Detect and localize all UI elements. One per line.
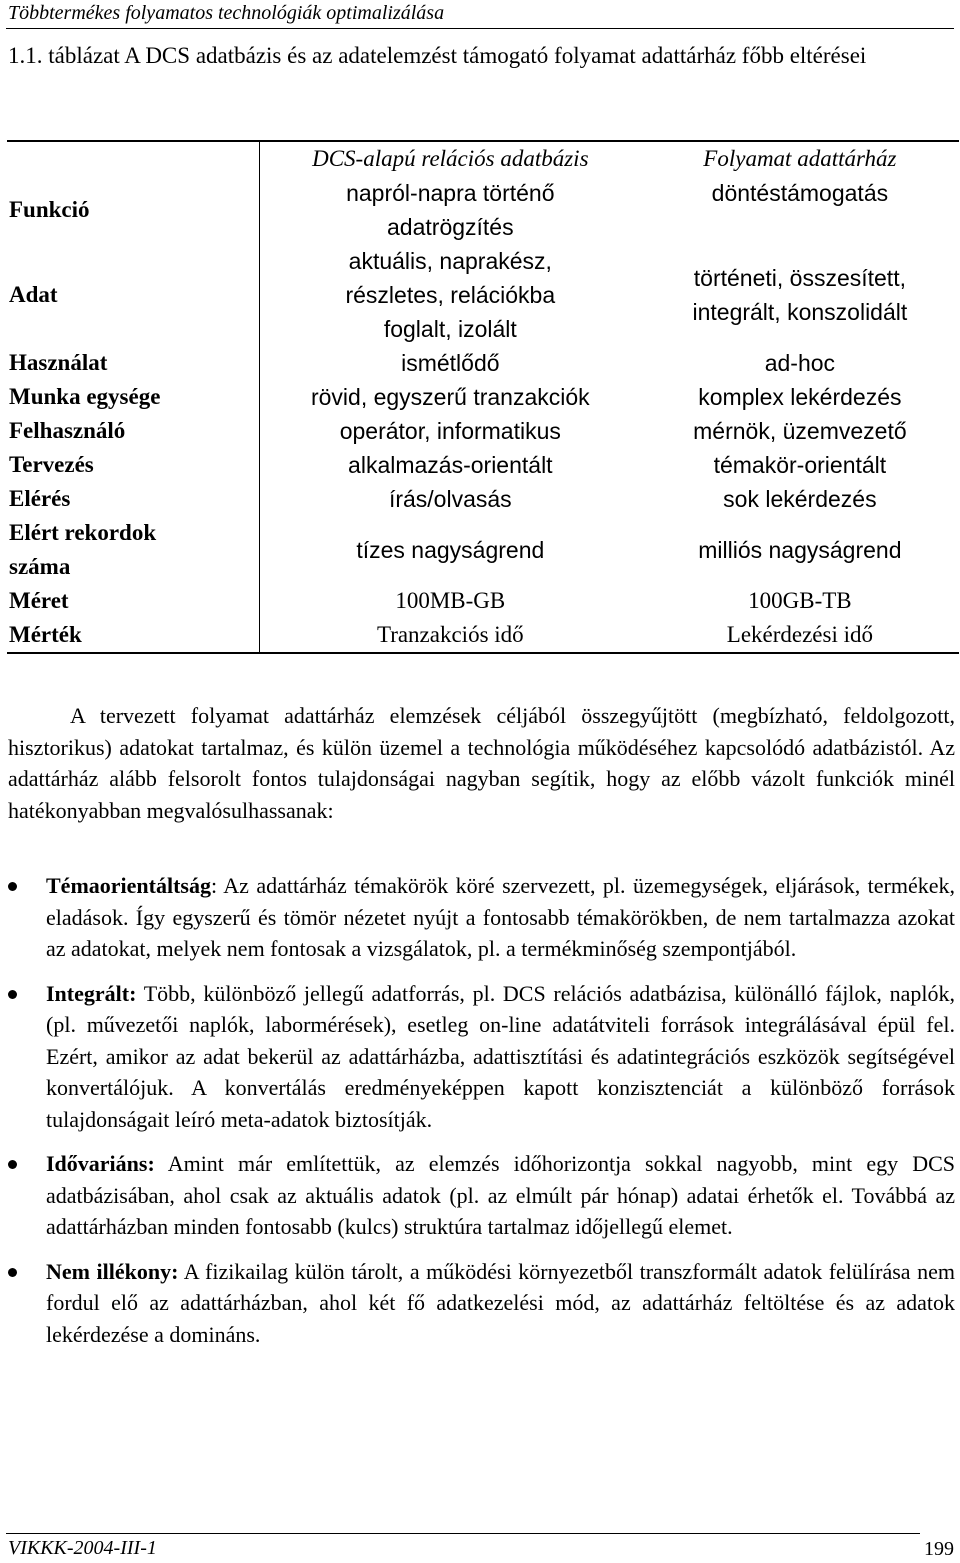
cell-dcs-meret: 100MB-GB	[395, 588, 506, 613]
cell-dcs-eleres: írás/olvasás	[388, 486, 512, 512]
table-caption: 1.1. táblázat A DCS adatbázis és az adatelemzést támogató folyamat adattárház főbb eltérései	[8, 43, 867, 68]
table-row	[7, 448, 959, 482]
list-item	[8, 978, 955, 1136]
row-label-elert-rekordok: Elért rekordok száma	[7, 516, 259, 584]
footer-series: VIKKK-2004-III-1	[8, 1537, 157, 1559]
feature-text: A fizikailag külön tárolt, a működési környezetből transzformált adatok felülírása nem fordul elő az adattárházban, ahol két fő adatkezelési mód, az adattárház feltöltése és az adatok lekérdezése a domináns.	[46, 1258, 955, 1347]
table-row	[7, 482, 959, 516]
row-label-meret: Méret	[7, 584, 259, 618]
table-row	[7, 414, 959, 448]
cell-dw-munka-egysege: komplex lekérdezés	[698, 384, 902, 410]
feature-list-block	[8, 870, 955, 1363]
feature-list	[8, 870, 955, 1350]
row-label-mertek: Mérték	[7, 618, 259, 653]
cell-dcs-adat: aktuális, naprakész, részletes, relációkba foglalt, izolált	[345, 248, 556, 342]
list-item	[8, 1256, 955, 1351]
cell-dw-elert-rekordok: milliós nagyságrend	[698, 537, 902, 563]
cell-dcs-mertek: Tranzakciós idő	[376, 622, 524, 647]
cell-dw-tervezes: témakör-orientált	[713, 452, 887, 478]
intro-paragraph: A tervezett folyamat adattárház elemzések céljából összegyűjtött (megbízható, feldolgozott, hisztorikus) adatokat tartalmaz, és külön üzemel a technológia működéséhez kapcsolódó adatbázistól. Az adattárház alább felsorolt fontos tulajdonságai nagyban segítik, hogy az előbb vázolt funkciók minél hatékonyabban megvalósulhassanak:	[8, 703, 955, 823]
cell-dw-meret: 100GB-TB	[748, 588, 852, 613]
row-label-funkcio: Funkció	[7, 176, 259, 244]
cell-dcs-tervezes: alkalmazás-orientált	[348, 452, 553, 478]
cell-dw-felhasznalo: mérnök, üzemvezető	[693, 418, 907, 444]
feature-separator	[136, 981, 143, 1006]
table-row	[7, 346, 959, 380]
table-header-row	[7, 141, 959, 176]
feature-separator	[155, 1151, 168, 1176]
feature-separator: :	[210, 873, 224, 898]
table-row	[7, 176, 959, 244]
list-item	[8, 1148, 955, 1243]
comparison-table	[7, 140, 959, 654]
bullet-icon	[8, 882, 17, 891]
cell-dw-eleres: sok lekérdezés	[723, 486, 877, 512]
table-row	[7, 584, 959, 618]
feature-text: Amint már említettük, az elemzés időhorizontja sokkal nagyobb, mint egy DCS adatbázisában, ahol csak az aktuális adatok (pl. az elmúlt pár hónap) adatai érhetők el. Továbbá az adattárházban minden fontosabb (kulcs) struktúra tartalmaz időjellegű elemet.	[46, 1151, 955, 1239]
feature-text: Több, különböző jellegű adatforrás, pl. DCS relációs adatbázisa, különálló fájlok, naplók, (pl. művezetői naplók, labormérések), esetleg on-line adatátviteli források integrálásával épül fel. Ezért, amikor az adat bekerül az adattárházba, adattisztítási és adatintegrációs eszközök segítségével konvertálójuk. A konvertálás eredményeképpen kapott konzisztenciát a különböző források tulajdonságait leíró meta-adatok biztosítják.	[46, 980, 955, 1132]
cell-dcs-munka-egysege: rövid, egyszerű tranzakciók	[310, 384, 590, 410]
feature-term: Nem illékony:	[46, 1258, 179, 1284]
intro-paragraph-block	[8, 700, 955, 826]
row-label-munka-egysege: Munka egysége	[7, 380, 259, 414]
running-header: Többtermékes folyamatos technológiák optimalizálása	[8, 2, 445, 24]
cell-dw-funkcio: döntéstámogatás	[711, 180, 889, 206]
footer-rule	[6, 1533, 920, 1534]
column-header-dcs: DCS-alapú relációs adatbázis	[312, 146, 589, 171]
feature-term: Idővariáns:	[46, 1151, 155, 1176]
cell-dw-hasznalat: ad-hoc	[764, 350, 836, 376]
page-number: 199	[924, 1538, 954, 1560]
row-label-adat: Adat	[7, 244, 259, 346]
cell-dw-adat: történeti, összesített, integrált, konszolidált	[692, 265, 908, 325]
row-label-tervezes: Tervezés	[7, 448, 259, 482]
cell-dcs-hasznalat: ismétlődő	[401, 350, 500, 376]
feature-term: Témaorientáltság	[46, 873, 211, 898]
row-label-felhasznalo: Felhasználó	[7, 414, 259, 448]
row-label-hasznalat: Használat	[7, 346, 259, 380]
corner-cell	[7, 141, 259, 176]
list-item	[8, 870, 955, 965]
bullet-icon	[8, 1160, 17, 1169]
cell-dcs-funkcio: napról-napra történő adatrögzítés	[346, 180, 555, 240]
table-row	[7, 380, 959, 414]
cell-dcs-elert-rekordok: tízes nagyságrend	[356, 537, 545, 563]
table-row	[7, 244, 959, 346]
header-rule	[6, 28, 954, 29]
feature-term: Integrált:	[46, 980, 137, 1006]
table-row	[7, 516, 959, 584]
bullet-icon	[8, 990, 17, 999]
cell-dcs-felhasznalo: operátor, informatikus	[339, 418, 561, 444]
feature-text: Az adattárház témakörök köré szervezett, pl. üzemegységek, eljárások, termékek, eladások. Így egyszerű és tömör nézetet nyújt a fontosabb témakörökben, de nem tartalmazza azokat az adatokat, melyek nem fontosak a vizsgálatok, pl. a termékminőség szempontjából.	[46, 873, 955, 961]
column-header-warehouse: Folyamat adattárház	[703, 146, 897, 171]
bullet-icon	[8, 1268, 17, 1277]
table-row	[7, 618, 959, 653]
cell-dw-mertek: Lekérdezési idő	[726, 622, 873, 647]
row-label-eleres: Elérés	[7, 482, 259, 516]
